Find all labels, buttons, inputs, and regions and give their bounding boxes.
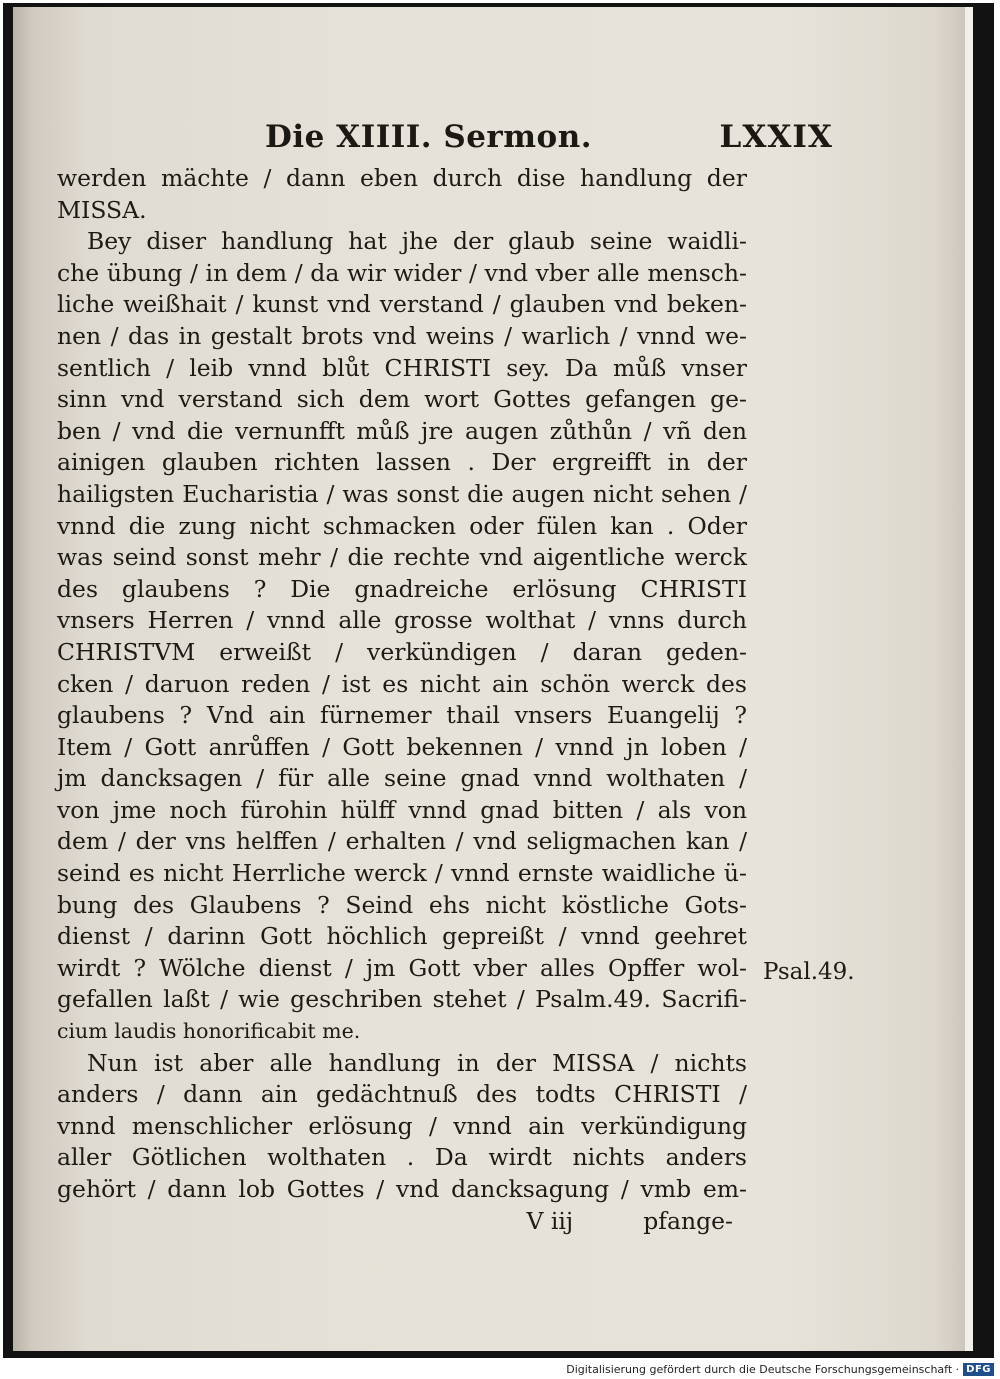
dfg-logo: DFG — [963, 1363, 994, 1376]
text-line: gefallen laßt / wie geschriben stehet / Psalm.49. Sacrifi- — [57, 985, 747, 1014]
signature-mark: V iij — [526, 1206, 574, 1235]
margin-note: Psal.49. — [763, 959, 855, 985]
text-line: seind es nicht Herrliche werck / vnnd ernste waidliche ü- — [57, 859, 747, 888]
text-line: werden mächte / dann eben durch dise handlung der — [57, 164, 747, 192]
text-line: CHRISTVM erweißt / verkündigen / daran geden- — [57, 637, 747, 666]
text-line: was seind sonst mehr / die rechte vnd aigentliche werck — [57, 543, 747, 572]
text-line: che übung / in dem / da wir wider / vnd vber alle mensch- — [57, 258, 747, 287]
text-line: sentlich / leib vnnd blůt CHRISTI sey. Da můß vnser — [57, 353, 747, 382]
text-line: jm dancksagen / für alle seine gnad vnnd wolthaten / — [57, 764, 747, 793]
text-line: cken / daruon reden / ist es nicht ain schön werck des — [57, 669, 747, 698]
text-line: Bey diser handlung hat jhe der glaub seine waidli- — [87, 227, 747, 256]
text-line: des glaubens ? Die gnadreiche erlösung CHRISTI — [57, 574, 747, 603]
text-line: dienst / darinn Gott höchlich gepreißt / vnnd geehret — [57, 922, 747, 951]
text-line: ben / vnd die vernunfft můß jre augen zůthůn / vñ den — [57, 416, 747, 445]
folio-number: LXXIX — [719, 119, 833, 155]
funding-credit-text: Digitalisierung gefördert durch die Deutsche Forschungsgemeinschaft · — [566, 1363, 960, 1376]
text-line: hailigsten Eucharistia / was sonst die augen nicht sehen / — [57, 479, 747, 508]
catchline — [57, 1206, 747, 1238]
text-line: vnnd menschlicher erlösung / vnnd ain verkündigung — [57, 1111, 747, 1140]
funding-credit — [566, 1363, 994, 1376]
text-line: nen / das in gestalt brots vnd weins / warlich / vnnd we- — [57, 321, 747, 350]
book-page — [13, 7, 973, 1351]
text-line: ainigen glauben richten lassen . Der ergreifft in der — [57, 448, 747, 477]
text-line: vnnd die zung nicht schmacken oder fülen kan . Oder — [57, 511, 747, 540]
text-line: MISSA. — [57, 195, 147, 224]
text-line: cium laudis honorificabit me. — [57, 1019, 361, 1044]
text-line: Item / Gott anrůffen / Gott bekennen / vnnd jn loben / — [57, 732, 747, 761]
catchword: pfange- — [643, 1206, 733, 1235]
text-line: gehört / dann lob Gottes / vnd dancksagung / vmb em- — [57, 1175, 747, 1203]
running-head: Die XIIII. Sermon. — [265, 119, 593, 155]
text-line: vnsers Herren / vnnd alle grosse wolthat / vnns durch — [57, 606, 747, 635]
text-line: aller Götlichen wolthaten . Da wirdt nichts anders — [57, 1143, 747, 1172]
text-line: Nun ist aber alle handlung in der MISSA / nichts — [87, 1048, 747, 1077]
text-line: glaubens ? Vnd ain fürnemer thail vnsers Euangelij ? — [57, 701, 747, 730]
text-line: dem / der vns helffen / erhalten / vnd seligmachen kan / — [57, 827, 747, 856]
text-line: von jme noch fürohin hülff vnnd gnad bitten / als von — [57, 795, 747, 824]
text-line: liche weißhait / kunst vnd verstand / glauben vnd beken- — [57, 290, 747, 319]
body-text — [57, 163, 747, 1237]
text-line: bung des Glaubens ? Seind ehs nicht köstliche Gots- — [57, 890, 747, 919]
text-line: anders / dann ain gedächtnuß des todts CHRISTI / — [57, 1080, 747, 1109]
page-scan — [3, 3, 994, 1358]
text-line: sinn vnd verstand sich dem wort Gottes gefangen ge- — [57, 385, 747, 414]
text-line: wirdt ? Wölche dienst / jm Gott vber alles Opffer wol- — [57, 953, 747, 982]
